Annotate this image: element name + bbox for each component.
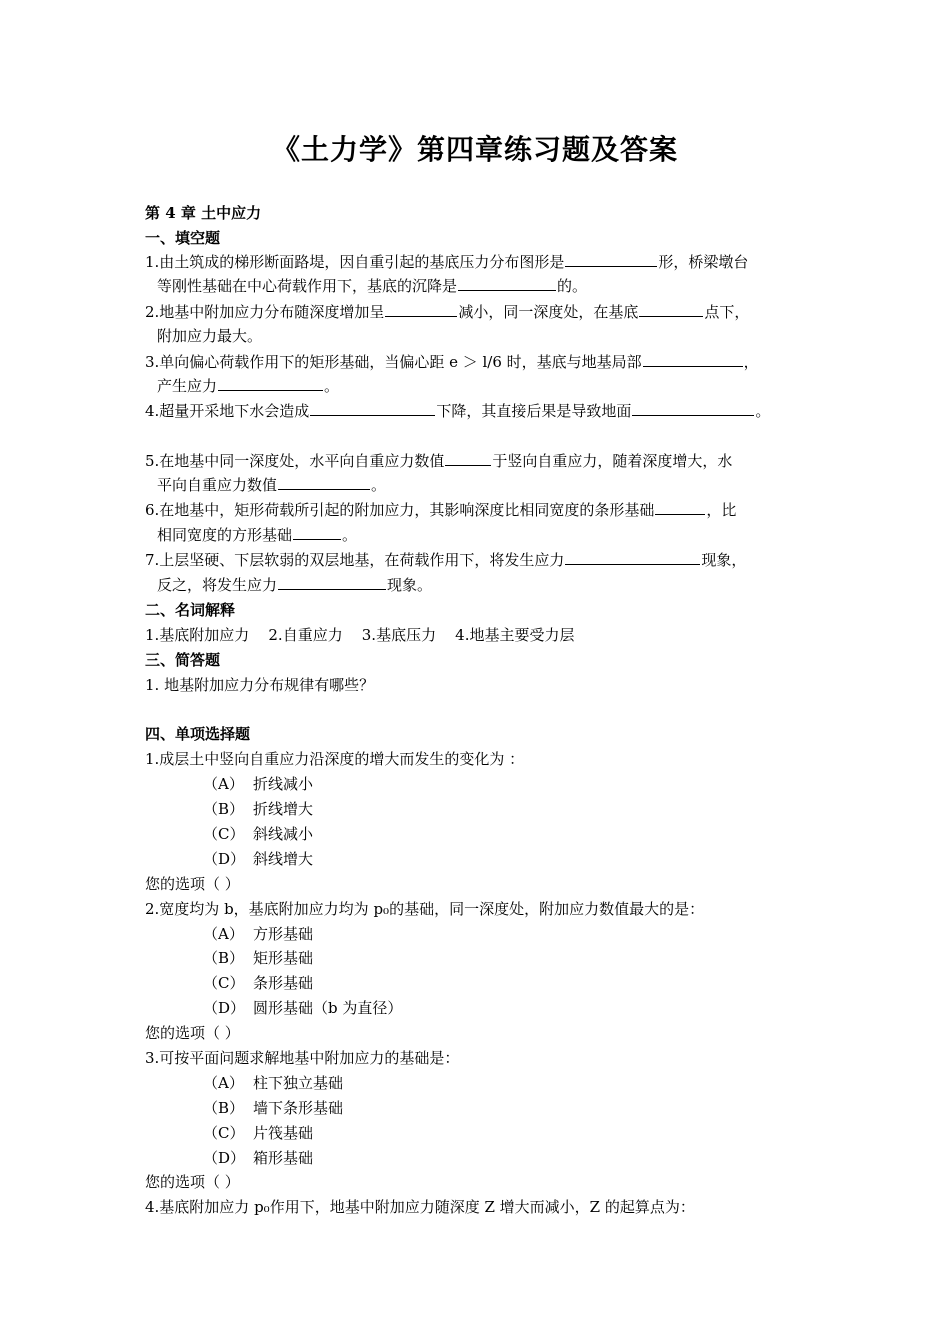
fill-q4: 4.超量开采地下水会造成 下降，其直接后果是导致地面 。: [145, 402, 771, 420]
choice-q3-option-c: （C） 片筏基础: [203, 1124, 314, 1142]
answer-blank: [565, 252, 657, 267]
choice-q2-option-a: （A） 方形基础: [203, 925, 314, 943]
fill-q1-line2: 等刚性基础在中心荷载作用下，基底的沉降是 的。: [157, 277, 588, 295]
choice-q1-option-d: （D） 斜线增大: [203, 850, 314, 868]
answer-blank: [310, 401, 435, 416]
fill-q6-line2: 相同宽度的方形基础 。: [157, 526, 358, 544]
choice-q3-answer: 您的选项（ ）: [145, 1173, 240, 1191]
answer-blank: [458, 276, 556, 291]
fill-q1-line1: 1.由土筑成的梯形断面路堤，因自重引起的基底压力分布图形是 形，桥梁墩台: [145, 253, 749, 271]
choice-q4-stem: 4.基底附加应力 p₀作用下，地基中附加应力随深度 Z 增大而减小，Z 的起算点为：: [145, 1198, 695, 1216]
choice-q1-option-c: （C） 斜线减小: [203, 825, 314, 843]
fill-q7-line2: 反之，将发生应力 现象。: [157, 576, 433, 594]
fill-q2-line2: 附加应力最大。: [157, 327, 263, 345]
fill-q2-line1: 2.地基中附加应力分布随深度增加呈 减小，同一深度处，在基底 点下，: [145, 303, 750, 321]
fill-q5-line1: 5.在地基中同一深度处，水平向自重应力数值 于竖向自重应力，随着深度增大，水: [145, 452, 733, 470]
choice-q1-option-a: （A） 折线减小: [203, 775, 314, 793]
answer-blank: [293, 525, 341, 540]
choice-q2-stem: 2.宽度均为 b，基底附加应力均为 p₀的基础，同一深度处，附加应力数值最大的是：: [145, 900, 705, 918]
fill-q7-line1: 7.上层坚硬、下层软弱的双层地基，在荷载作用下，将发生应力 现象，: [145, 551, 747, 569]
choice-q2-option-c: （C） 条形基础: [203, 974, 314, 992]
answer-blank: [643, 352, 743, 367]
answer-blank: [278, 475, 370, 490]
choice-q3-option-b: （B） 墙下条形基础: [203, 1099, 344, 1117]
section-terms-heading: 二、名词解释: [145, 601, 236, 619]
choice-q1-answer: 您的选项（ ）: [145, 875, 240, 893]
choice-q2-option-d: （D） 圆形基础（b 为直径）: [203, 999, 403, 1017]
answer-blank: [218, 376, 323, 391]
terms-list: 1.基底附加应力 2.自重应力 3.基底压力 4.地基主要受力层: [145, 626, 575, 644]
fill-q6-line1: 6.在地基中，矩形荷载所引起的附加应力，其影响深度比相同宽度的条形基础 ，比: [145, 501, 737, 519]
answer-blank: [632, 401, 754, 416]
document-title: 《土力学》第四章练习题及答案: [271, 133, 678, 166]
answer-blank: [278, 575, 386, 590]
choice-q3-option-d: （D） 箱形基础: [203, 1149, 314, 1167]
fill-q5-line2: 平向自重应力数值 。: [157, 476, 387, 494]
choice-q3-option-a: （A） 柱下独立基础: [203, 1074, 344, 1092]
answer-blank: [445, 451, 491, 466]
choice-q1-stem: 1.成层土中竖向自重应力沿深度的增大而发生的变化为 ：: [145, 750, 525, 768]
section-choice-heading: 四、单项选择题: [145, 725, 251, 743]
answer-blank: [565, 550, 700, 565]
section-short-heading: 三、简答题: [145, 651, 221, 669]
short-q1: 1. 地基附加应力分布规律有哪些？: [145, 676, 375, 694]
answer-blank: [385, 302, 457, 317]
fill-q3-line2: 产生应力 。: [157, 377, 340, 395]
choice-q3-stem: 3.可按平面问题求解地基中附加应力的基础是：: [145, 1049, 460, 1067]
section-fill-heading: 一、填空题: [145, 229, 221, 247]
answer-blank: [639, 302, 703, 317]
fill-q3-line1: 3.单向偏心荷载作用下的矩形基础，当偏心距 e ＞ l/6 时，基底与地基局部 ，: [145, 353, 759, 371]
answer-blank: [655, 500, 705, 515]
choice-q2-option-b: （B） 矩形基础: [203, 949, 314, 967]
choice-q2-answer: 您的选项（ ）: [145, 1024, 240, 1042]
choice-q1-option-b: （B） 折线增大: [203, 800, 314, 818]
chapter-heading: 第 4 章 土中应力: [145, 204, 262, 222]
